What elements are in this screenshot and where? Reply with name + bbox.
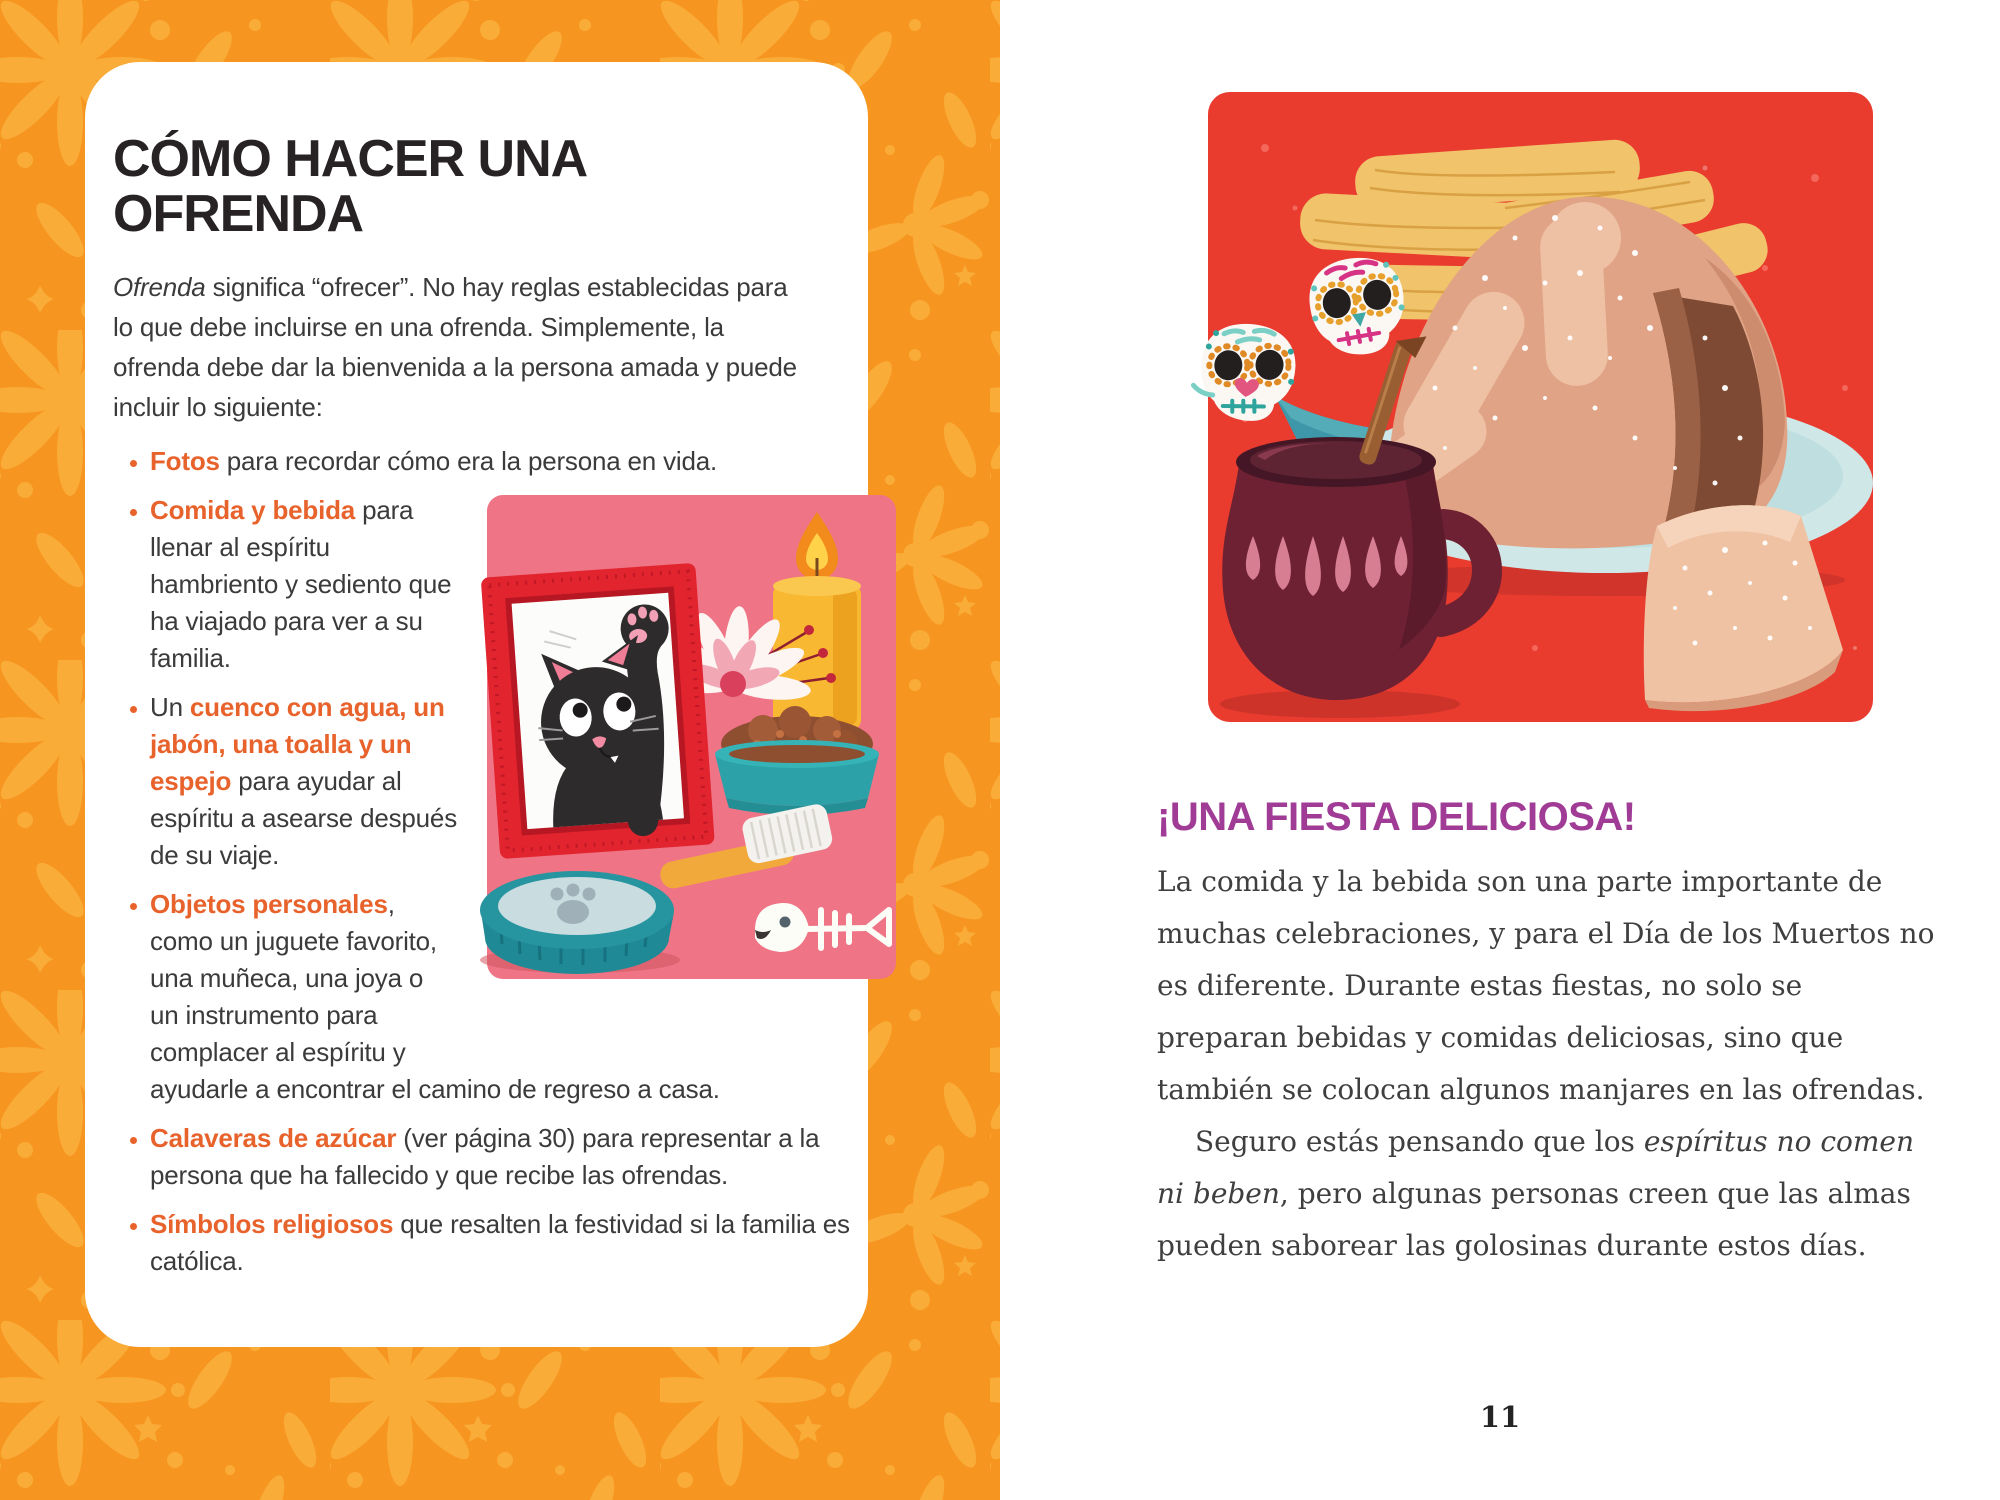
- dia-de-muertos-food-illustration: [1205, 88, 1877, 726]
- list-item-objetos: • Objetos personales, como un juguete favorito, una muñeca, una joya o un instrumento para complacer al espíritu y ayudarle a encontrar el camino de regreso a casa.: [150, 886, 853, 1108]
- content-card: [85, 62, 868, 1347]
- intro-paragraph: Ofrenda significa “ofrecer”. No hay reglas establecidas para lo que debe incluirse en una ofrenda. Simplemente, la ofrenda debe dar la bienvenida a la persona amada y puede incluir lo siguiente:: [113, 272, 797, 423]
- altar-illustration: [457, 492, 853, 1040]
- page-title: CÓMO HACER UNA OFRENDA: [113, 130, 586, 243]
- list-item-calaveras: • Calaveras de azúcar (ver página 30) para representar a la persona que ha fallecido y que recibe las ofrendas.: [150, 1120, 853, 1194]
- body-text: [1157, 856, 1937, 1272]
- page-number: 11: [1479, 1400, 1521, 1434]
- water-bowl-illustration: [480, 871, 680, 974]
- body-paragraph-2: Seguro estás pensando que los espíritus no comen ni beben, pero algunas personas creen que las almas pueden saborear las golosinas durante estos días.: [1157, 1125, 1915, 1262]
- list-item-comida: • Comida y bebida para llenar al espíritu hambriento y sediento que ha viajado para ver a su familia.: [150, 492, 853, 677]
- section-heading: ¡UNA FIESTA DELICIOSA!: [1157, 795, 1636, 839]
- list-item-fotos: • Fotos para recordar cómo era la persona en vida.: [150, 443, 853, 480]
- ofrenda-list: [113, 443, 853, 1280]
- cat-ofrenda-illustration: [485, 492, 898, 982]
- right-page: [1000, 0, 2000, 1500]
- cat-photo-frame: [481, 563, 715, 859]
- list-item-cuenco: • Un cuenco con agua, un jabón, una toalla y un espejo para ayudar al espíritu a asearse después de su viaje.: [150, 689, 853, 874]
- list-item-simbolos: • Símbolos religiosos que resalten la festividad si la familia es católica.: [150, 1206, 853, 1280]
- body-paragraph-1: La comida y la bebida son una parte importante de muchas celebraciones, y para el Día de los Muertos no es diferente. Durante estas fiestas, no solo se preparan bebidas y comidas deliciosas, sino que también se colocan algunos manjares en las ofrendas.: [1157, 865, 1935, 1106]
